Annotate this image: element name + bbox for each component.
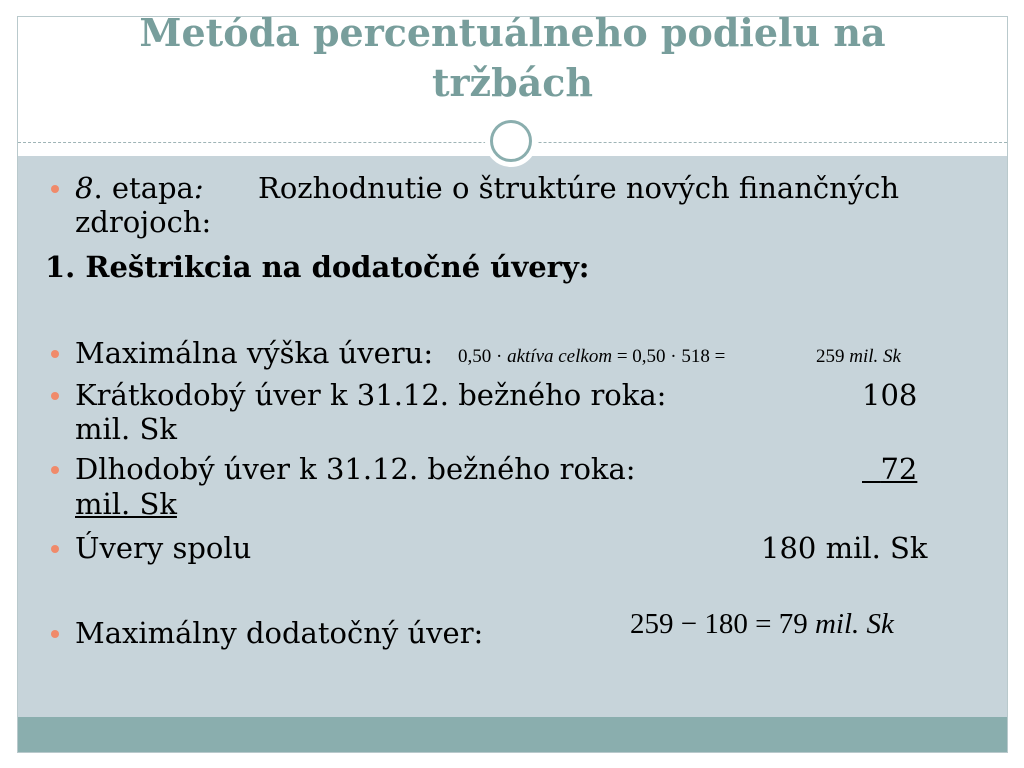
- bullet-icon: [51, 545, 59, 553]
- divider-circle-ornament: [485, 115, 537, 167]
- formula-part: mil. Sk: [814, 608, 894, 640]
- kratkodoby-value: 108: [862, 378, 918, 412]
- slide-title: [58, 16, 967, 108]
- dlhodoby-label: Dlhodobý úver k 31.12. bežného roka:: [75, 452, 636, 486]
- dlhodoby-value-text: 72: [880, 452, 918, 486]
- formula-part: 0,50 ·: [458, 346, 508, 367]
- max-vyska-result: [816, 345, 901, 369]
- etapa-label: . etapa: [93, 171, 194, 205]
- dlhodoby-unit: mil. Sk: [75, 487, 177, 521]
- bullet-icon: [51, 466, 59, 474]
- etapa-text-continuation: zdrojoch:: [75, 205, 212, 239]
- slide-title-line1: Metóda percentuálneho podielu na: [139, 16, 886, 55]
- formula-part: 259: [816, 346, 850, 367]
- dlhodoby-value: [862, 452, 917, 487]
- kratkodoby-label: Krátkodobý úver k 31.12. bežného roka:: [75, 378, 667, 412]
- spolu-value: 180 mil. Sk: [761, 531, 928, 565]
- max-dodatocny-label: Maximálny dodatočný úver:: [75, 616, 484, 650]
- kratkodoby-unit: mil. Sk: [75, 412, 177, 446]
- slide-title-line2: tržbách: [431, 60, 594, 105]
- formula-part: = 0,50 · 518 =: [612, 346, 726, 367]
- max-dodatocny-formula: [630, 606, 894, 642]
- spolu-label: Úvery spolu: [75, 531, 252, 565]
- max-vyska-formula: [458, 345, 725, 369]
- bullet-icon: [51, 392, 59, 400]
- formula-part: aktíva celkom: [507, 346, 613, 367]
- etapa-colon: :: [193, 171, 204, 205]
- bullet-icon: [51, 185, 59, 193]
- footer-bar: [18, 717, 1007, 752]
- bullet-icon: [51, 630, 59, 638]
- section-heading: 1. Reštrikcia na dodatočné úvery:: [45, 250, 590, 284]
- formula-part: 259 − 180 = 79: [630, 608, 815, 640]
- formula-part: mil. Sk: [849, 346, 901, 367]
- bullet-icon: [51, 350, 59, 358]
- etapa-number: 8: [75, 171, 94, 205]
- divider-circle-inner: [490, 120, 532, 162]
- etapa-text: Rozhodnutie o štruktúre nových finančných: [258, 171, 900, 205]
- max-vyska-label: Maximálna výška úveru:: [75, 336, 434, 370]
- list-item-etapa: [75, 171, 204, 206]
